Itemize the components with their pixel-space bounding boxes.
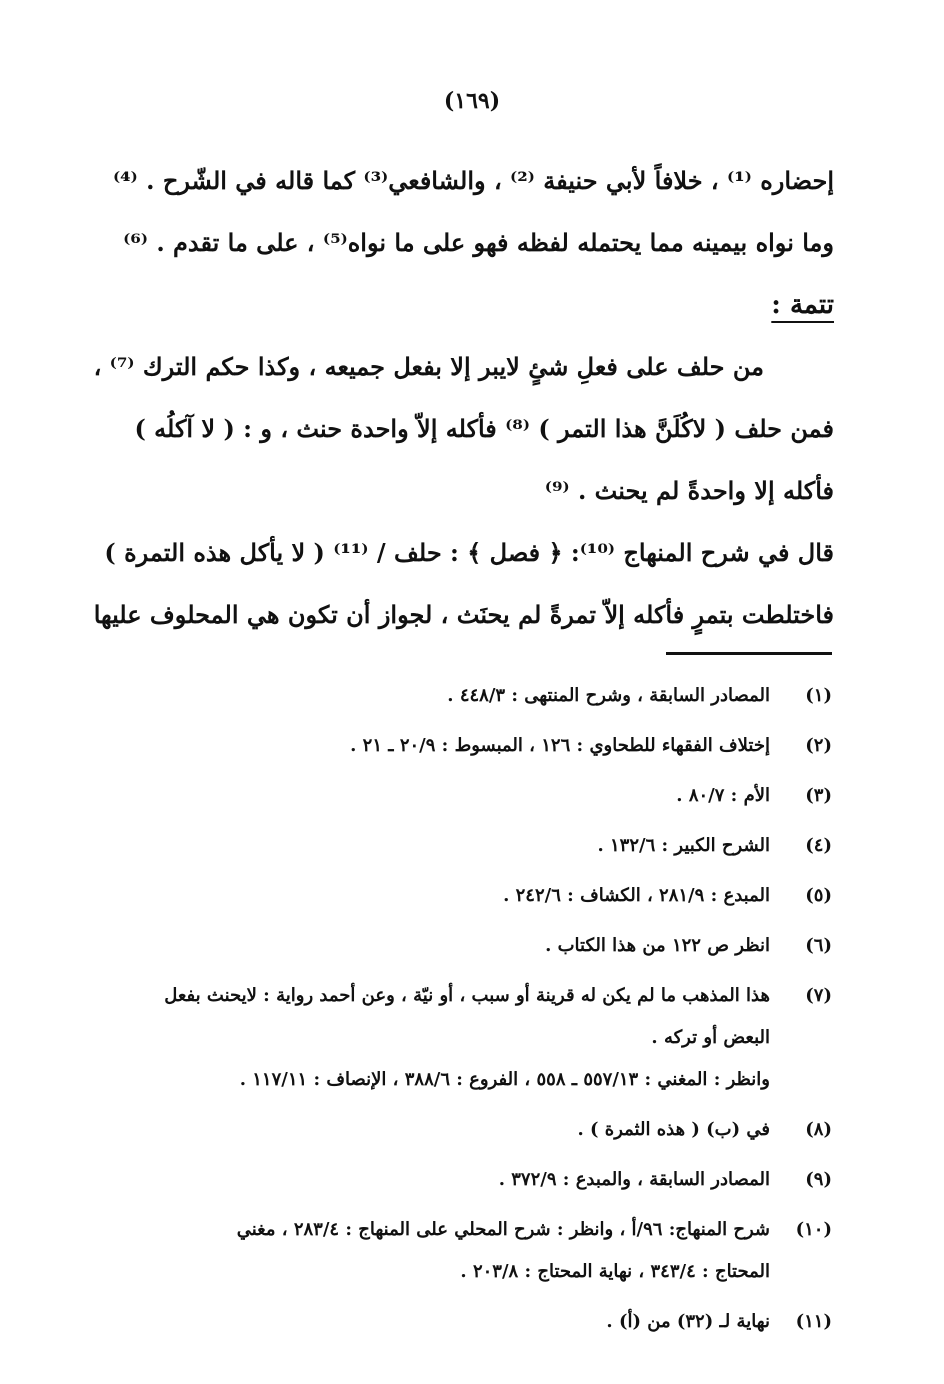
- footnote-text: هذا المذهب ما لم يكن له قرينة أو سبب ، أو نيّة ، وعن أحمد رواية : لايحنث بفعل: [164, 985, 770, 1006]
- footnote-text: إختلاف الفقهاء للطحاوي : ١٢٦ ، المبسوط : ٢٠/٩ ـ ٢١ .: [350, 735, 770, 756]
- text-line-1: إحضاره ⁽¹⁾ ، خلافاً لأبي حنيفة ⁽²⁾ ، والشافعي⁽³⁾ كما قاله في الشّرح . ⁽⁴⁾: [112, 166, 834, 195]
- footnote-number: (١): [805, 685, 832, 706]
- footnote-1: [120, 675, 832, 717]
- footnote-text: المبدع : ٢٨١/٩ ، الكشاف : ٢٤٢/٦ .: [503, 885, 770, 906]
- footnote-number: (٩): [805, 1169, 832, 1190]
- footnote-text: وانظر : المغني : ٥٥٧/١٣ ـ ٥٥٨ ، الفروع : ٣٨٨/٦ ، الإنصاف : ١١٧/١١ .: [239, 1069, 770, 1090]
- footnote-2: [120, 725, 832, 767]
- footnote-text: المصادر السابقة ، وشرح المنتهى : ٤٤٨/٣ .: [447, 685, 770, 706]
- footnote-text: نهاية لـ (٣٢) من (أ) .: [606, 1311, 770, 1332]
- footnote-text: شرح المنهاج: ٩٦/أ ، وانظر : شرح المحلي على المنهاج : ٢٨٣/٤ ، مغني: [236, 1219, 770, 1240]
- text-line-3: من حلف على فعلِ شئٍ لايبر إلا بفعل جميعه ، وكذا حكم الترك ⁽⁷⁾ ،: [93, 352, 764, 381]
- footnote-number: (١٠): [795, 1219, 832, 1240]
- text-line-4: فمن حلف ( لاكُلَنَّ هذا التمر ) ⁽⁸⁾ فأكله إلاّ واحدة حنث ، و : ( لا آكلُه ): [134, 414, 834, 443]
- footnote-text: المحتاج : ٣٤٣/٤ ، نهاية المحتاج : ٢٠٣/٨ .: [460, 1261, 770, 1282]
- footnote-text: المصادر السابقة ، والمبدع : ٣٧٢/٩ .: [498, 1169, 770, 1190]
- footnote-9: [120, 1159, 832, 1201]
- footnote-text: البعض أو تركه .: [651, 1027, 770, 1048]
- footnote-7: [120, 975, 832, 1101]
- footnotes: [120, 675, 832, 1351]
- text-line-6: قال في شرح المنهاج ⁽¹⁰⁾: ﴿ فصل ﴾ : حلف / ⁽¹¹⁾ ( لا يأكل هذه التمرة ): [104, 538, 834, 567]
- main-text: [93, 150, 834, 646]
- footnote-number: (٣): [805, 785, 832, 806]
- footnote-number: (١١): [795, 1311, 832, 1332]
- footnote-number: (٥): [805, 885, 832, 906]
- footnote-4: [120, 825, 832, 867]
- footnote-text: انظر ص ١٢٢ من هذا الكتاب .: [545, 935, 770, 956]
- footnote-10: [120, 1209, 832, 1293]
- footnote-divider: [666, 652, 832, 655]
- text-line-2: وما نواه بيمينه مما يحتمله لفظه فهو على ما نواه⁽⁵⁾ ، على ما تقدم . ⁽⁶⁾: [123, 228, 834, 257]
- footnote-number: (٨): [805, 1119, 832, 1140]
- footnote-text: في (ب) ( هذه الثمرة ) .: [577, 1119, 770, 1140]
- footnote-text: الأم : ٨٠/٧ .: [676, 785, 770, 806]
- page-number: (١٦٩): [443, 88, 501, 114]
- footnote-6: [120, 925, 832, 967]
- footnote-8: [120, 1109, 832, 1151]
- section-heading: تتمة :: [771, 290, 834, 320]
- footnote-number: (٧): [805, 985, 832, 1006]
- text-line-5: فأكله إلا واحدةً لم يحنث . ⁽⁹⁾: [544, 476, 834, 505]
- footnote-3: [120, 775, 832, 817]
- footnote-number: (٢): [805, 735, 832, 756]
- footnote-5: [120, 875, 832, 917]
- footnote-number: (٦): [805, 935, 832, 956]
- footnote-text: الشرح الكبير : ١٣٢/٦ .: [597, 835, 770, 856]
- footnote-number: (٤): [805, 835, 832, 856]
- text-line-7: فاختلطت بتمرٍ فأكله إلاّ تمرةً لم يحنَث ، لجواز أن تكون هي المحلوف عليها: [93, 600, 834, 629]
- footnote-11: [120, 1301, 832, 1343]
